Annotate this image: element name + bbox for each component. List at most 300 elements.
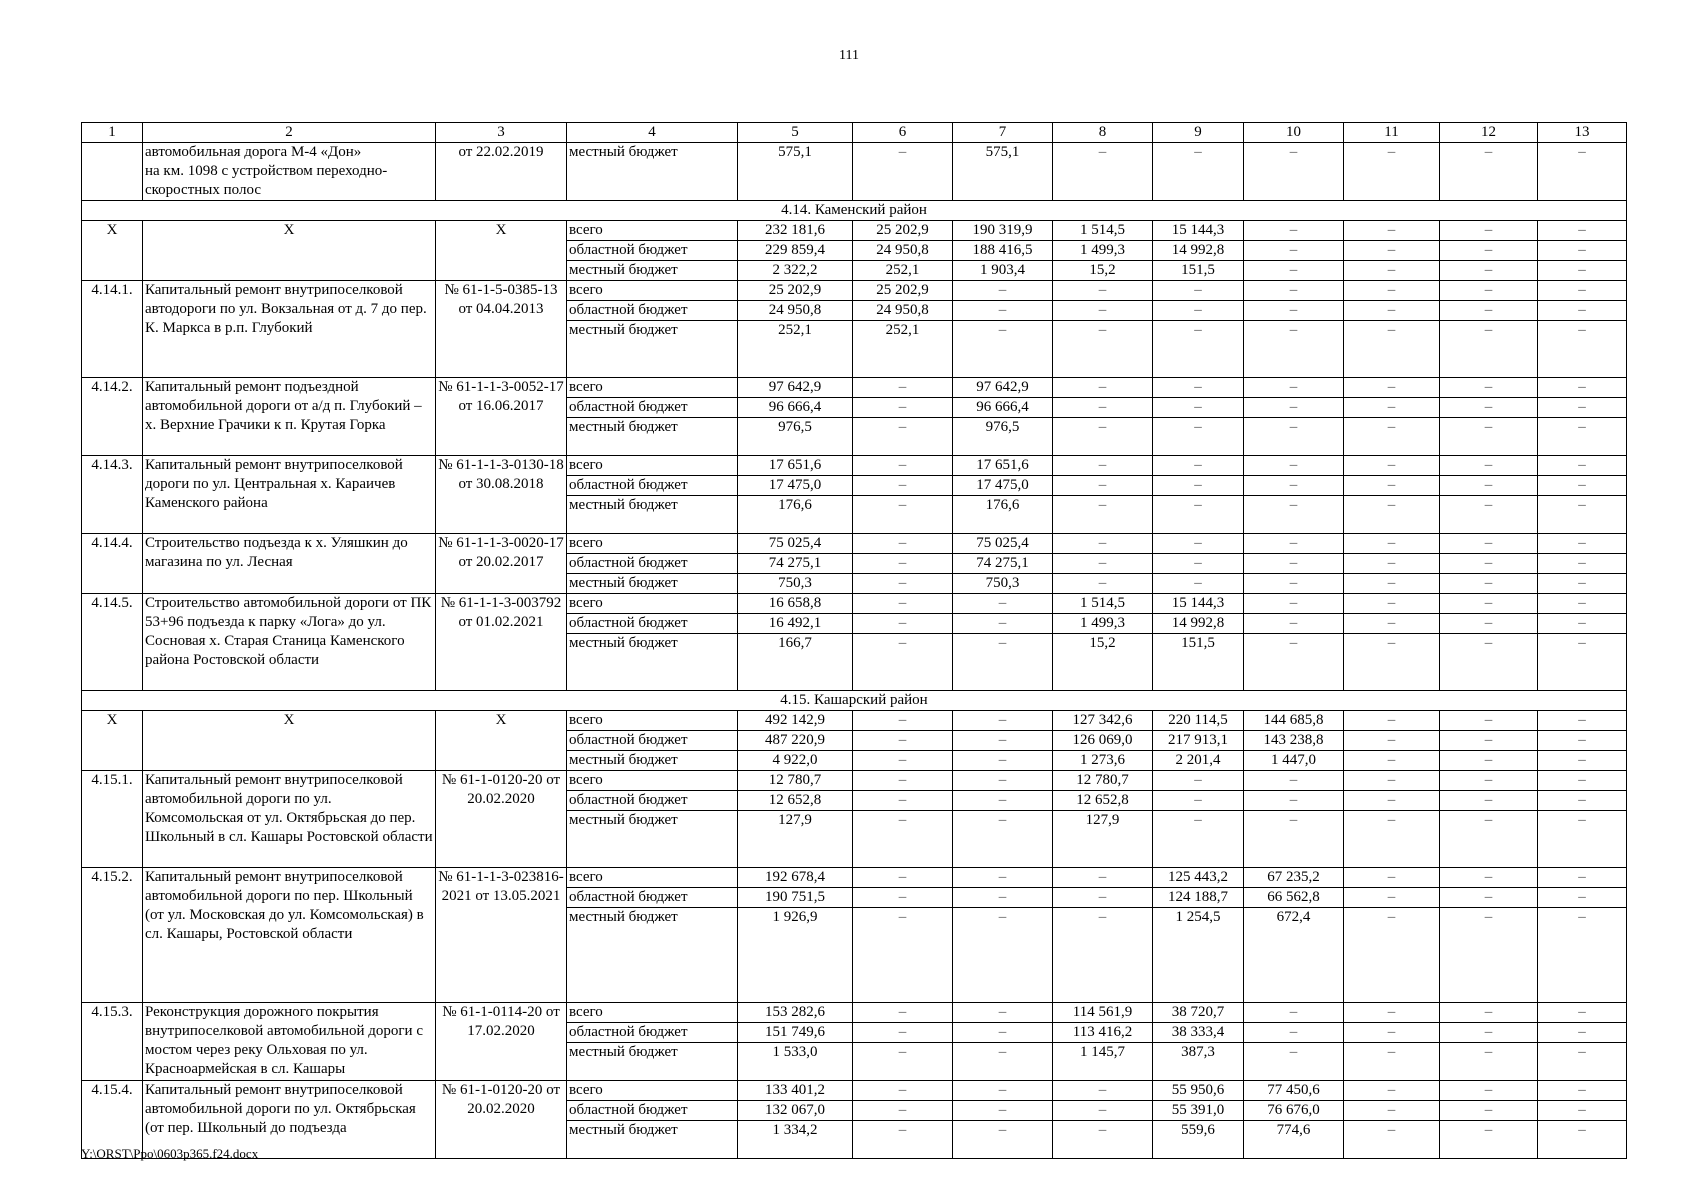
amount-cell: – [1538,321,1627,378]
amount-cell: – [1440,301,1538,321]
amount-cell: – [1440,241,1538,261]
section-row [82,201,1627,221]
item-number: 4.14.3. [82,456,143,534]
amount-cell: 750,3 [738,574,853,594]
amount-cell: – [1344,594,1440,614]
amount-cell: – [1153,534,1244,554]
program-table-container [81,122,1626,1159]
amount-cell: – [1053,1121,1153,1159]
header-cell: 9 [1153,123,1244,143]
amount-cell: 16 492,1 [738,614,853,634]
amount-cell: – [1440,1121,1538,1159]
funding-source: всего [567,281,738,301]
amount-cell: – [1053,321,1153,378]
funding-source: местный бюджет [567,418,738,456]
funding-source: всего [567,221,738,241]
item-number: 4.15.1. [82,771,143,868]
amount-cell: 15 144,3 [1153,594,1244,614]
amount-cell: – [1053,378,1153,398]
amount-cell: – [953,634,1053,691]
funding-source: областной бюджет [567,1023,738,1043]
header-cell: 2 [143,123,436,143]
amount-cell: – [953,868,1053,888]
amount-cell: 176,6 [953,496,1053,534]
header-row [82,123,1627,143]
funding-source: всего [567,868,738,888]
funding-source: областной бюджет [567,241,738,261]
amount-cell: – [1344,1043,1440,1081]
amount-cell: – [1538,731,1627,751]
item-number: Х [82,221,143,281]
amount-cell: 672,4 [1244,908,1344,1003]
funding-source: всего [567,711,738,731]
amount-cell: – [1538,398,1627,418]
data-row [82,771,1627,791]
amount-cell: 25 202,9 [853,221,953,241]
amount-cell: – [853,378,953,398]
item-document: № 61-1-0120-20 от 20.02.2020 [436,1081,567,1159]
funding-source: всего [567,534,738,554]
amount-cell: 132 067,0 [738,1101,853,1121]
amount-cell: 1 334,2 [738,1121,853,1159]
amount-cell: – [953,1121,1053,1159]
amount-cell: – [853,1121,953,1159]
amount-cell: – [1538,456,1627,476]
amount-cell: – [1244,261,1344,281]
amount-cell: – [1344,398,1440,418]
amount-cell: – [1053,476,1153,496]
amount-cell: – [853,811,953,868]
amount-cell: – [1053,456,1153,476]
amount-cell: 1 533,0 [738,1043,853,1081]
amount-cell: 24 950,8 [738,301,853,321]
amount-cell: – [1440,281,1538,301]
funding-source: областной бюджет [567,731,738,751]
funding-source: местный бюджет [567,574,738,594]
amount-cell: – [853,771,953,791]
amount-cell: – [1244,1043,1344,1081]
header-cell: 11 [1344,123,1440,143]
amount-cell: 14 992,8 [1153,614,1244,634]
amount-cell: – [1244,771,1344,791]
amount-cell: – [953,1003,1053,1023]
amount-cell: – [953,321,1053,378]
amount-cell: – [853,143,953,201]
item-name: Строительство подъезда к х. Уляшкин до магазина по ул. Лесная [143,534,436,594]
amount-cell: – [1053,574,1153,594]
amount-cell: – [1053,1101,1153,1121]
amount-cell: 774,6 [1244,1121,1344,1159]
item-number: 4.15.4. [82,1081,143,1159]
amount-cell: – [1538,811,1627,868]
amount-cell: – [1538,1023,1627,1043]
amount-cell: – [1344,261,1440,281]
amount-cell: – [953,1023,1053,1043]
amount-cell: – [1440,1023,1538,1043]
amount-cell: – [1344,143,1440,201]
amount-cell: 2 201,4 [1153,751,1244,771]
amount-cell: – [853,868,953,888]
amount-cell: – [1538,574,1627,594]
amount-cell: 15 144,3 [1153,221,1244,241]
amount-cell: – [853,456,953,476]
amount-cell: 252,1 [738,321,853,378]
amount-cell: – [1344,791,1440,811]
item-number: 4.14.4. [82,534,143,594]
amount-cell: – [1153,771,1244,791]
item-number: 4.14.1. [82,281,143,378]
item-document: № 61-1-0120-20 от 20.02.2020 [436,771,567,868]
amount-cell: – [1538,261,1627,281]
amount-cell: – [1053,496,1153,534]
amount-cell: – [1053,143,1153,201]
amount-cell: 24 950,8 [853,301,953,321]
amount-cell: 1 273,6 [1053,751,1153,771]
amount-cell: 14 992,8 [1153,241,1244,261]
amount-cell: – [853,634,953,691]
amount-cell: – [1244,241,1344,261]
amount-cell: – [1244,574,1344,594]
amount-cell: – [853,751,953,771]
amount-cell: 96 666,4 [738,398,853,418]
amount-cell: 38 333,4 [1153,1023,1244,1043]
amount-cell: – [1053,888,1153,908]
amount-cell: 127,9 [1053,811,1153,868]
item-name: Капитальный ремонт внутрипоселковой автомобильной дороги по пер. Школьный (от ул. Московская до ул. Комсомольская) в сл. Кашары, Ростовской области [143,868,436,1003]
data-row [82,1081,1627,1101]
amount-cell: 25 202,9 [738,281,853,301]
amount-cell: – [1538,868,1627,888]
amount-cell: 124 188,7 [1153,888,1244,908]
amount-cell: – [1053,534,1153,554]
amount-cell: 15,2 [1053,634,1153,691]
amount-cell: – [1053,418,1153,456]
funding-source: областной бюджет [567,888,738,908]
amount-cell: – [1538,1003,1627,1023]
amount-cell: – [853,888,953,908]
section-title: 4.14. Каменский район [82,201,1627,221]
amount-cell: 575,1 [738,143,853,201]
amount-cell: – [1538,143,1627,201]
amount-cell: – [953,811,1053,868]
amount-cell: – [1538,614,1627,634]
amount-cell: – [853,398,953,418]
amount-cell: 1 514,5 [1053,594,1153,614]
amount-cell: – [1153,378,1244,398]
funding-source: местный бюджет [567,1121,738,1159]
item-name: Реконструкция дорожного покрытия внутрипоселковой автомобильной дороги с мостом через реку Ольховая по ул. Красноармейская в сл. Кашары [143,1003,436,1081]
amount-cell: – [1344,534,1440,554]
amount-cell: – [1244,301,1344,321]
item-number: 4.14.5. [82,594,143,691]
amount-cell: – [1538,1101,1627,1121]
amount-cell: 75 025,4 [953,534,1053,554]
amount-cell: 1 926,9 [738,908,853,1003]
amount-cell: – [853,1081,953,1101]
amount-cell: – [1153,811,1244,868]
amount-cell: 77 450,6 [1244,1081,1344,1101]
amount-cell: – [1053,301,1153,321]
amount-cell: 55 950,6 [1153,1081,1244,1101]
section-title: 4.15. Кашарский район [82,691,1627,711]
amount-cell: – [1344,731,1440,751]
page-number: 111 [839,48,859,63]
amount-cell: – [1538,751,1627,771]
amount-cell: – [1440,398,1538,418]
amount-cell: 151 749,6 [738,1023,853,1043]
amount-cell: – [953,791,1053,811]
funding-source: местный бюджет [567,321,738,378]
amount-cell: – [853,1023,953,1043]
amount-cell: – [853,1043,953,1081]
funding-source: местный бюджет [567,261,738,281]
header-cell: 3 [436,123,567,143]
amount-cell: 24 950,8 [853,241,953,261]
amount-cell: 96 666,4 [953,398,1053,418]
header-cell: 7 [953,123,1053,143]
item-name: Капитальный ремонт внутрипоселковой автомобильной дороги по ул. Октябрьская (от пер. Школьный до подъезда [143,1081,436,1159]
data-row [82,534,1627,554]
amount-cell: – [1344,241,1440,261]
amount-cell: – [1538,221,1627,241]
amount-cell: 25 202,9 [853,281,953,301]
funding-source: областной бюджет [567,1101,738,1121]
funding-source: местный бюджет [567,751,738,771]
amount-cell: 151,5 [1153,634,1244,691]
item-name: Капитальный ремонт внутрипоселковой автомобильной дороги по ул. Комсомольская от ул. Октябрьская до пер. Школьный в сл. Кашары Ростовской области [143,771,436,868]
funding-source: всего [567,771,738,791]
amount-cell: – [1440,1003,1538,1023]
amount-cell: 55 391,0 [1153,1101,1244,1121]
amount-cell: 133 401,2 [738,1081,853,1101]
amount-cell: – [1244,634,1344,691]
amount-cell: – [1244,496,1344,534]
amount-cell: – [953,711,1053,731]
amount-cell: – [1244,456,1344,476]
amount-cell: – [1440,908,1538,1003]
amount-cell: – [953,1101,1053,1121]
amount-cell: – [1344,496,1440,534]
amount-cell: – [1244,281,1344,301]
header-cell: 8 [1053,123,1153,143]
item-document: № 61-1-1-3-0052-17 от 16.06.2017 [436,378,567,456]
amount-cell: 217 913,1 [1153,731,1244,751]
amount-cell: – [1053,1081,1153,1101]
amount-cell: – [1440,771,1538,791]
amount-cell: – [1344,418,1440,456]
funding-source: местный бюджет [567,496,738,534]
header-cell: 5 [738,123,853,143]
amount-cell: – [853,418,953,456]
amount-cell: – [1344,751,1440,771]
amount-cell: 38 720,7 [1153,1003,1244,1023]
amount-cell: – [1440,1101,1538,1121]
amount-cell: – [1440,811,1538,868]
amount-cell: – [853,614,953,634]
item-number: 4.15.3. [82,1003,143,1081]
amount-cell: – [1244,1003,1344,1023]
amount-cell: – [853,791,953,811]
amount-cell: 114 561,9 [1053,1003,1153,1023]
item-document: № 61-1-1-3-0130-18 от 30.08.2018 [436,456,567,534]
amount-cell: – [953,281,1053,301]
amount-cell: – [1440,476,1538,496]
data-row [82,143,1627,201]
amount-cell: – [1440,614,1538,634]
amount-cell: – [1153,143,1244,201]
item-document: Х [436,221,567,281]
header-cell: 12 [1440,123,1538,143]
amount-cell: – [1244,398,1344,418]
header-cell: 6 [853,123,953,143]
data-row [82,221,1627,241]
amount-cell: 192 678,4 [738,868,853,888]
amount-cell: 16 658,8 [738,594,853,614]
amount-cell: 12 652,8 [1053,791,1153,811]
funding-source: всего [567,594,738,614]
amount-cell: 126 069,0 [1053,731,1153,751]
item-number [82,143,143,201]
amount-cell: – [1440,321,1538,378]
amount-cell: 176,6 [738,496,853,534]
funding-source: всего [567,456,738,476]
amount-cell: – [1440,634,1538,691]
amount-cell: – [953,908,1053,1003]
amount-cell: – [953,771,1053,791]
amount-cell: – [1344,221,1440,241]
item-document: от 22.02.2019 [436,143,567,201]
amount-cell: 15,2 [1053,261,1153,281]
amount-cell: 12 780,7 [1053,771,1153,791]
funding-source: местный бюджет [567,634,738,691]
header-cell: 10 [1244,123,1344,143]
amount-cell: – [1344,771,1440,791]
amount-cell: 252,1 [853,261,953,281]
amount-cell: – [1244,791,1344,811]
amount-cell: 1 903,4 [953,261,1053,281]
amount-cell: – [1538,241,1627,261]
funding-source: местный бюджет [567,1043,738,1081]
amount-cell: – [1440,261,1538,281]
header-cell: 4 [567,123,738,143]
amount-cell: – [1244,534,1344,554]
amount-cell: – [1244,614,1344,634]
amount-cell: 575,1 [953,143,1053,201]
amount-cell: – [1344,476,1440,496]
amount-cell: – [1053,281,1153,301]
amount-cell: – [1440,496,1538,534]
amount-cell: – [1244,221,1344,241]
amount-cell: – [1538,281,1627,301]
amount-cell: – [1440,143,1538,201]
item-name: автомобильная дорога М-4 «Дон» на км. 1098 с устройством переходно-скоростных полос [143,143,436,201]
amount-cell: – [1538,554,1627,574]
item-document: № 61-1-5-0385-13 от 04.04.2013 [436,281,567,378]
amount-cell: 229 859,4 [738,241,853,261]
amount-cell: – [1244,554,1344,574]
amount-cell: – [1344,1003,1440,1023]
data-row [82,594,1627,614]
amount-cell: – [953,1043,1053,1081]
amount-cell: – [1538,476,1627,496]
amount-cell: 387,3 [1153,1043,1244,1081]
item-name: Х [143,711,436,771]
amount-cell: – [1538,888,1627,908]
amount-cell: 188 416,5 [953,241,1053,261]
amount-cell: – [1244,378,1344,398]
amount-cell: 190 751,5 [738,888,853,908]
amount-cell: – [1153,456,1244,476]
amount-cell: – [1344,868,1440,888]
amount-cell: 143 238,8 [1244,731,1344,751]
amount-cell: – [853,711,953,731]
amount-cell: – [1538,1121,1627,1159]
amount-cell: 151,5 [1153,261,1244,281]
amount-cell: – [1344,1101,1440,1121]
data-row [82,378,1627,398]
item-document: № 61-1-0114-20 от 17.02.2020 [436,1003,567,1081]
amount-cell: – [853,476,953,496]
section-row [82,691,1627,711]
funding-source: областной бюджет [567,614,738,634]
amount-cell: 67 235,2 [1244,868,1344,888]
amount-cell: – [853,534,953,554]
amount-cell: 17 475,0 [953,476,1053,496]
amount-cell: – [1440,731,1538,751]
amount-cell: – [1153,321,1244,378]
amount-cell: – [1344,1121,1440,1159]
amount-cell: – [853,1101,953,1121]
amount-cell: – [953,751,1053,771]
item-number: 4.14.2. [82,378,143,456]
amount-cell: – [1440,868,1538,888]
table-body [82,123,1627,1159]
amount-cell: 127,9 [738,811,853,868]
amount-cell: – [1440,594,1538,614]
amount-cell: – [1538,771,1627,791]
amount-cell: – [1344,321,1440,378]
data-row [82,456,1627,476]
item-name: Капитальный ремонт внутрипоселковой автодороги по ул. Вокзальная от д. 7 до пер. К. Маркса в р.п. Глубокий [143,281,436,378]
amount-cell: – [1538,378,1627,398]
amount-cell: – [1053,398,1153,418]
header-cell: 1 [82,123,143,143]
amount-cell: – [1440,554,1538,574]
item-name: Строительство автомобильной дороги от ПК 53+96 подъезда к парку «Лога» до ул. Сосновая х. Старая Станица Каменского района Ростовской области [143,594,436,691]
amount-cell: – [953,1081,1053,1101]
amount-cell: – [1440,751,1538,771]
funding-source: местный бюджет [567,908,738,1003]
amount-cell: – [853,908,953,1003]
amount-cell: – [1440,1081,1538,1101]
item-document: № 61-1-1-3-023816-2021 от 13.05.2021 [436,868,567,1003]
amount-cell: – [1244,1023,1344,1043]
amount-cell: 153 282,6 [738,1003,853,1023]
data-row [82,1003,1627,1023]
amount-cell: 75 025,4 [738,534,853,554]
amount-cell: 113 416,2 [1053,1023,1153,1043]
amount-cell: – [1053,908,1153,1003]
amount-cell: – [1153,554,1244,574]
funding-source: областной бюджет [567,554,738,574]
amount-cell: 17 651,6 [738,456,853,476]
program-table [81,122,1627,1159]
item-name: Капитальный ремонт внутрипоселковой дороги по ул. Центральная х. Караичев Каменского района [143,456,436,534]
amount-cell: – [1538,418,1627,456]
amount-cell: – [1440,418,1538,456]
amount-cell: – [853,731,953,751]
amount-cell: 66 562,8 [1244,888,1344,908]
